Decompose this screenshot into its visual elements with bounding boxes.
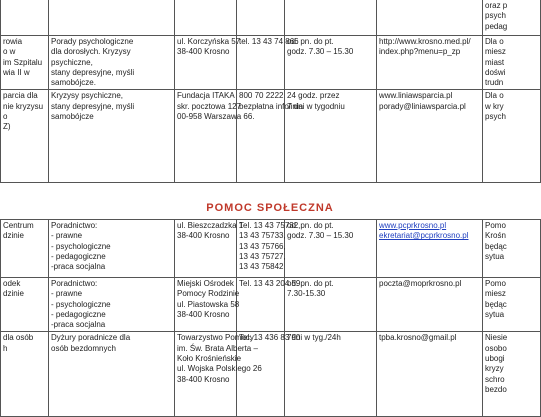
table-row [1,36,541,90]
cell-line: kryzy [485,364,504,374]
social-help-table [0,219,541,417]
cell-line: - psychologiczne [51,241,111,251]
cell-target [483,36,541,90]
website-link[interactable]: www.pcprkrosno.pl [379,221,447,230]
cell-line: - psychologiczne [51,299,111,309]
cell-line: 38-400 Krosno [177,231,230,241]
cell-line: sytua [485,309,505,319]
email-link[interactable]: poczta@moprkrosno.pl [379,279,462,288]
cell-line: sytua [485,251,505,261]
cell-line: Tel. 13 43 75732, [239,221,301,230]
cell-line: bezpłatna infolinia [239,101,304,111]
cell-line: od. pn. do pt. [287,37,334,46]
cell-line: Fundacja ITAKA [177,91,235,101]
cell-line: Centrum [3,221,34,230]
cell-name [1,278,49,332]
email-link[interactable]: ekretariat@pcprkrosno.pl [379,231,469,241]
website-link[interactable]: http://www.krosno.med.pl/ [379,37,471,46]
cell-line: Dla o [485,91,504,101]
cell-line: 7.30-15.30 [287,289,326,299]
cell-line: schro [485,374,505,384]
cell-line: w kry [485,101,504,111]
table-row [1,220,541,278]
cell-line: Dyżury poradnicze dla [51,333,131,343]
cell-line: Pomo [485,221,506,230]
cell-line: Dla o [485,37,504,46]
cell-target [483,332,541,417]
cell-line: ul. Wojska Polskiego 26 [177,364,262,374]
cell-line: im. Św. Brata Alberta – [177,343,258,353]
cell-line: -praca socjalna [51,320,106,330]
cell-phone [237,90,304,183]
cell-line: miesz [485,47,506,57]
cell-hours [285,278,377,332]
cell-line: osób bezdomnych [51,343,116,353]
cell-line: h [3,343,8,353]
cell-line: nie kryzysu [3,101,44,111]
cell-target [483,90,541,183]
cell-line: Miejski Ośrodek [177,279,234,288]
cell-hours [285,332,377,417]
cell-line: im Szpitalu [3,57,43,67]
cell-line: odek [3,279,21,288]
cell-line: od. pn. do pt. [287,221,334,230]
cell-line: rowia [3,37,23,46]
cell-target [483,278,541,332]
cell-line: 00-958 Warszawa 66. [177,112,255,122]
cell-line: parcia dla [3,91,38,101]
cell-line: doświ [485,67,506,77]
website-link[interactable]: www.liniawsparcia.pl [379,91,453,101]
cell-line: Tel. 13 43 204 59 [239,279,301,288]
cell-line: 24 godz. przez [287,91,340,101]
cell-line: - pedagogiczne [51,251,106,261]
cell-web[interactable] [377,220,483,278]
cell-line: 13 43 75727, [239,251,286,261]
cell-line: - pedagogiczne [51,309,106,319]
cell-web[interactable] [377,332,483,417]
cell-line: Koło Krośnieńskie [177,354,242,364]
cell-address [175,36,241,90]
cell-line: ul. Piastowska 58 [177,299,240,309]
section-title: POMOC SPOŁECZNA [206,202,334,214]
website-link[interactable]: index.php?menu=p_zp [379,47,461,57]
cell-services [49,332,175,417]
cell-line: 38-400 Krosno [177,309,230,319]
cell-line: 38-400 Krosno [177,374,230,384]
cell-name [1,0,49,36]
cell-hours [285,0,377,36]
table-row [1,0,541,36]
cell-address [175,90,255,183]
cell-line: pedag [485,21,508,31]
health-contacts-table [0,0,541,183]
cell-line: dla osób [3,333,34,343]
cell-services [49,220,175,278]
cell-line: osobo [485,343,507,353]
cell-name [1,332,49,417]
cell-line: 800 70 2222 [239,91,284,101]
cell-address [175,0,237,36]
cell-line: Pomo [485,279,506,288]
cell-line: Porady psychologiczne [51,37,134,46]
email-link[interactable]: tpba.krosno@gmail.pl [379,333,457,343]
cell-line: Krośn [485,231,506,241]
cell-line: Poradnictwo: [51,221,98,230]
cell-hours [285,36,377,90]
cell-line: 13 43 75733, [239,231,286,241]
cell-hours [285,220,377,278]
cell-line: od. pn. do pt. [287,279,334,288]
cell-line: Poradnictwo: [51,279,98,288]
cell-address [175,332,262,417]
cell-services [49,0,175,36]
cell-web [377,0,483,36]
cell-line: - prawne [51,289,83,299]
cell-line: 13 43 75842 [239,262,284,272]
cell-line: stany depresyjne, myśli [51,67,135,77]
cell-name [1,36,49,90]
cell-line: samobójcze [51,112,94,122]
cell-web[interactable] [377,90,483,183]
cell-line: godz. 7.30 – 15.30 [287,47,354,57]
cell-hours [285,90,377,183]
cell-services [49,90,175,183]
cell-line: Niesie [485,333,508,343]
cell-line: dzinie [3,231,24,241]
cell-line: - prawne [51,231,83,241]
cell-line: stany depresyjne, myśli [51,101,135,111]
cell-line: oraz p [485,1,508,10]
cell-line: będąc [485,299,507,309]
cell-line: 7 dni w tygodniu [287,101,345,111]
cell-line: psych [485,112,506,122]
cell-line: bezdo [485,384,507,394]
cell-line: Pomocy Rodzinie [177,289,240,299]
cell-line: 38-400 Krosno [177,47,230,57]
cell-line: skr. pocztowa 127 [177,101,242,111]
cell-services [49,36,175,90]
cell-services [49,278,175,332]
cell-name [1,90,49,183]
cell-name [1,220,49,278]
cell-phone [237,220,301,278]
cell-line: ul. Korczyńska 57 [177,37,241,46]
cell-line: ul. Bieszczadzka 1 [177,221,244,230]
cell-address [175,220,244,278]
cell-line: Tel. 13 436 83 90 [239,333,301,343]
cell-line: miesz [485,289,506,299]
cell-line: dzinie [3,289,24,299]
cell-line: miast [485,57,505,67]
cell-phone [237,0,285,36]
cell-line: psych [485,11,506,21]
cell-web[interactable] [377,278,483,332]
cell-line: -praca socjalna [51,262,106,272]
cell-line: dla dorosłych. Kryzysy [51,47,131,57]
cell-line: 7dni w tyg./24h [287,333,341,343]
cell-line: ubogi [485,354,505,364]
cell-line: psychiczne, [51,57,93,67]
cell-line: trudn [485,78,504,88]
table-row [1,90,541,183]
cell-line: o w [3,47,16,57]
cell-line: 13 43 75766, [239,241,286,251]
cell-target [483,220,541,278]
cell-line: godz. 7.30 – 15.30 [287,231,354,241]
cell-line: Towarzystwo Pomocy [177,333,254,343]
cell-line: Kryzysy psychiczne, [51,91,124,101]
table-row [1,332,541,417]
cell-address [175,278,240,332]
email-link[interactable]: porady@liniawsparcia.pl [379,101,466,111]
cell-line: wia II w [3,67,30,77]
cell-line: Z) [3,122,11,132]
cell-line: będąc [485,241,507,251]
cell-line: tel. 13 43 74 866 [239,37,299,46]
cell-line: o [3,112,8,122]
cell-phone [237,278,301,332]
table-row [1,278,541,332]
cell-phone [237,36,299,90]
cell-target [483,0,541,36]
cell-web[interactable] [377,36,483,90]
cell-line: samobójcze. [51,78,96,88]
